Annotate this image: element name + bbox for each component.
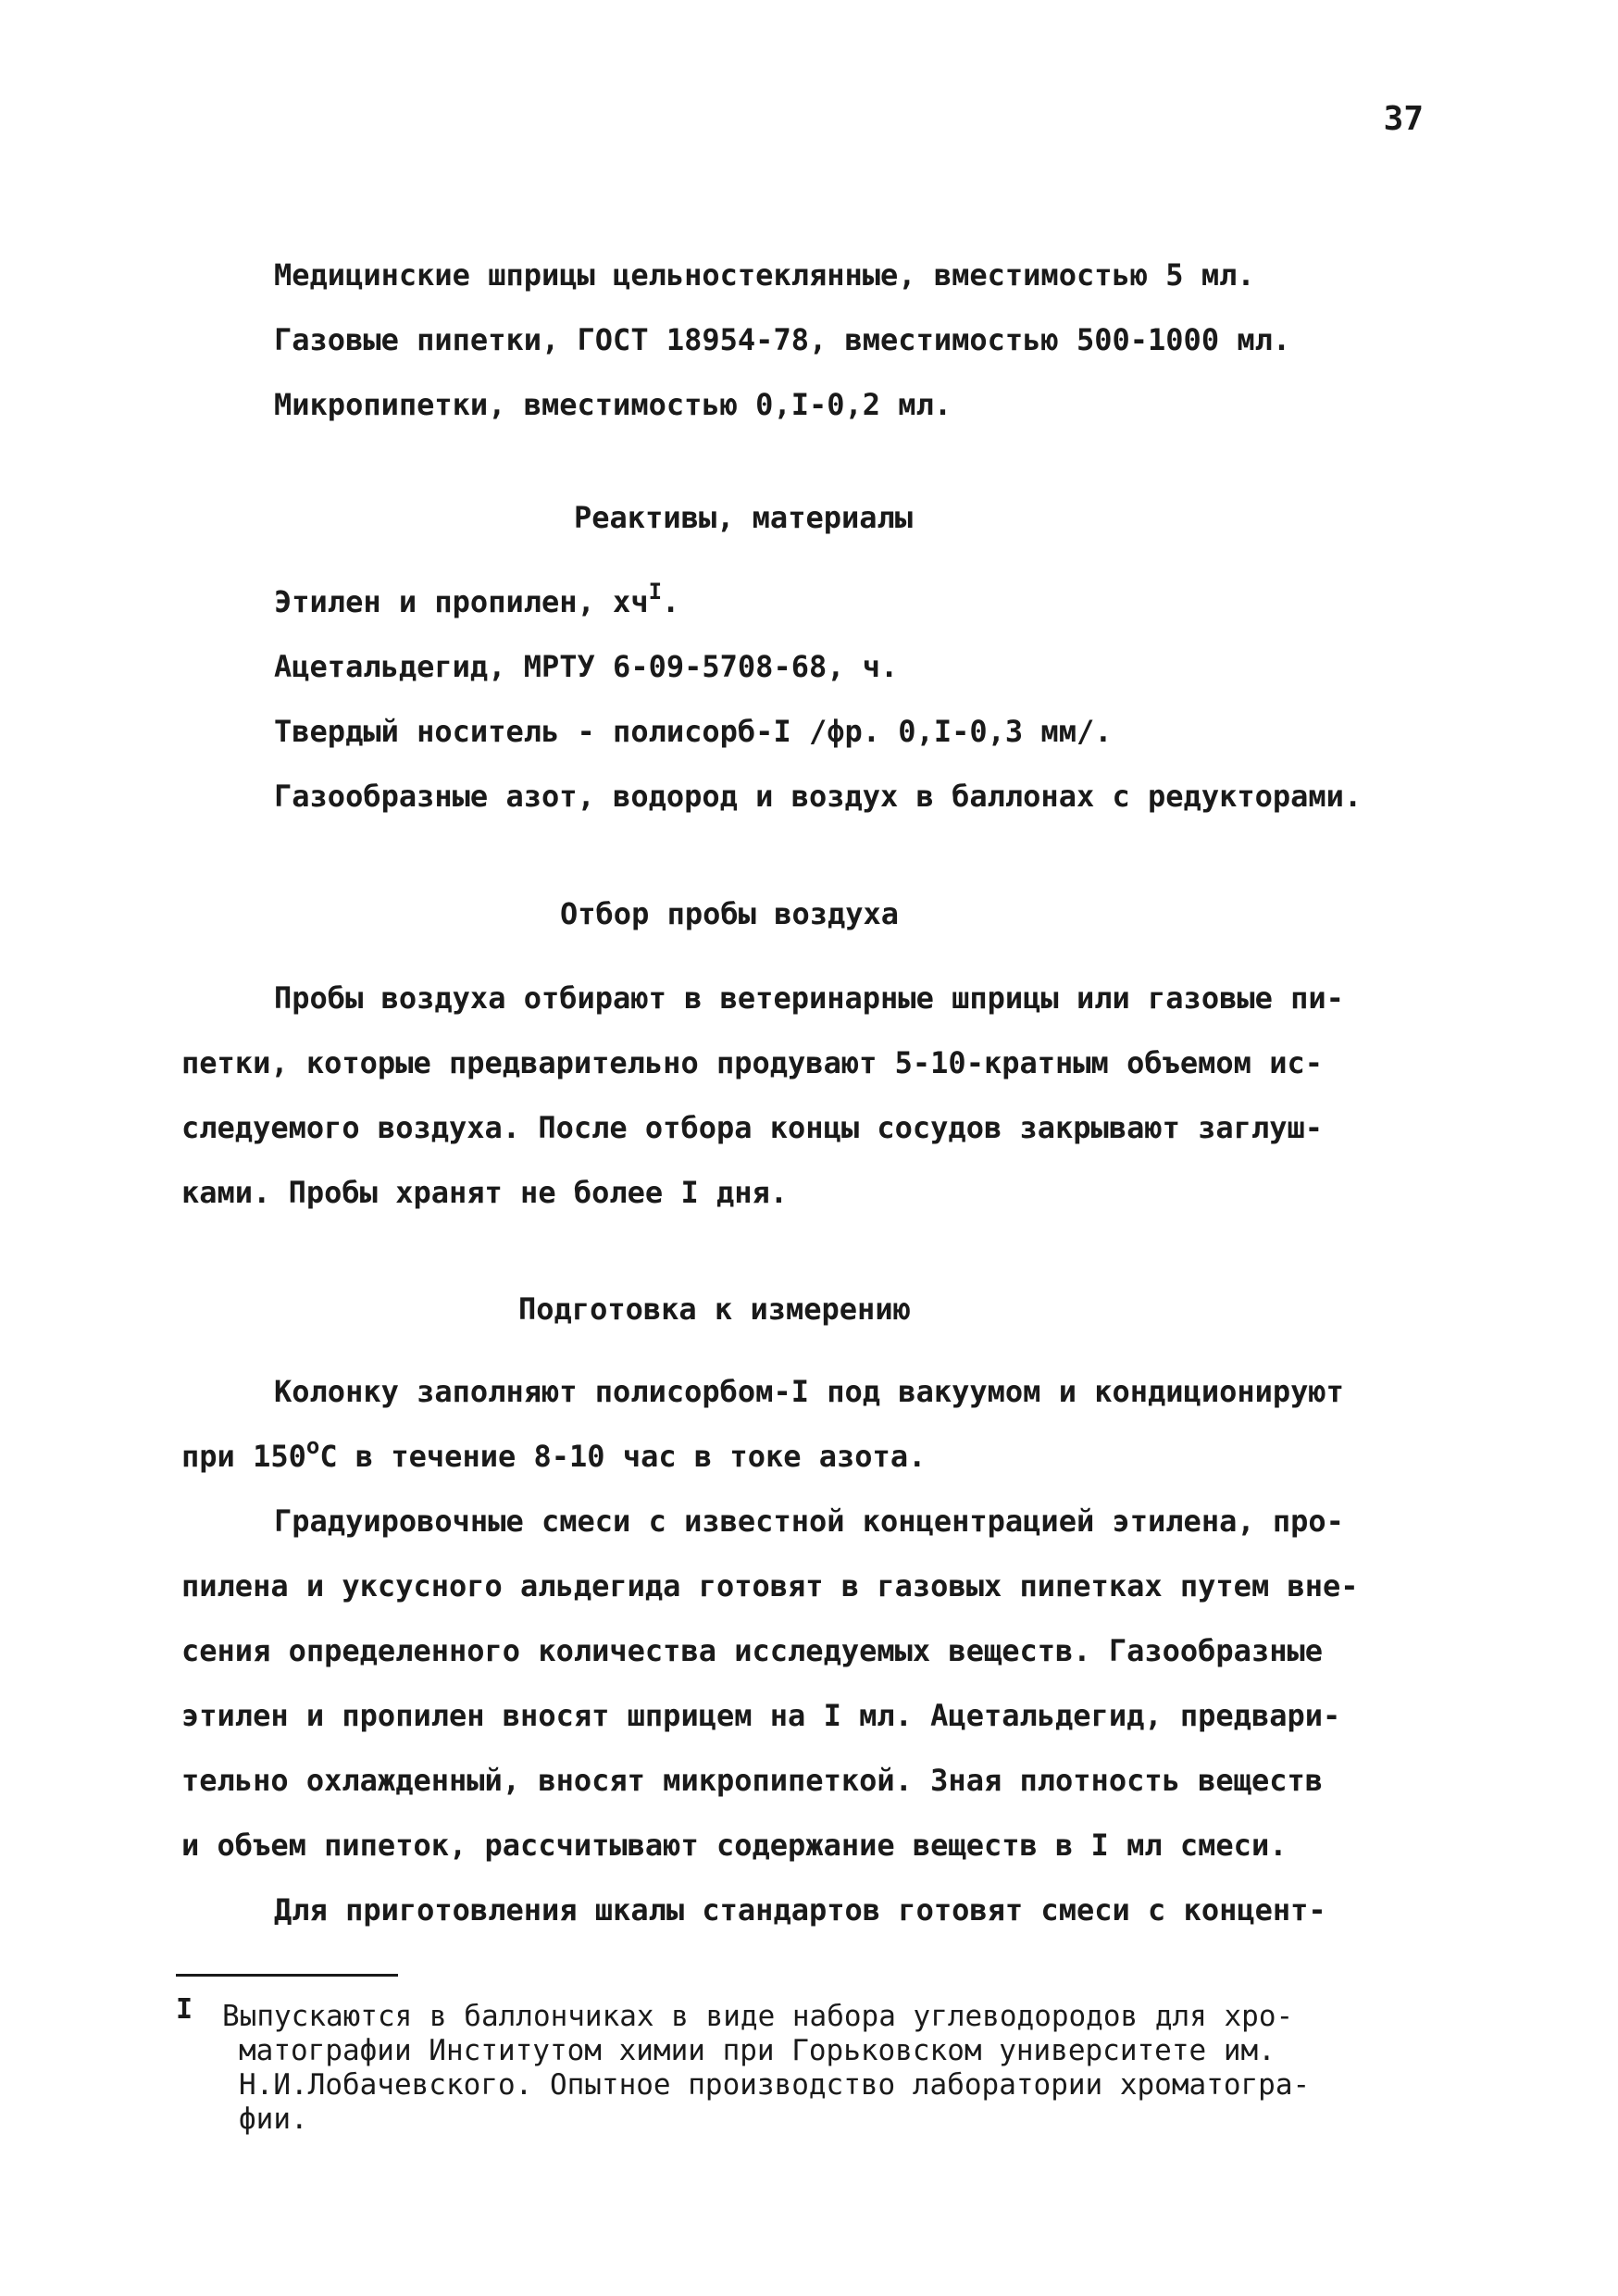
reagent-line: Газообразные азот, водород и воздух в баллонах с редукторами. (274, 779, 1363, 814)
reagents-list (274, 569, 1431, 829)
preparation-section (181, 1359, 1431, 1942)
paragraph-line: пилена и уксусного альдегида готовят в газовых пипетках путем вне- (181, 1568, 1359, 1603)
paragraph-line: следуемого воздуха. После отбора концы сосудов закрывают заглуш- (181, 1110, 1323, 1145)
reagent-line: Этилен и пропилен, $хч^I$. (274, 579, 680, 619)
footnote-line: матографии Институтом химии при Горьковском университете им. (239, 2034, 1276, 2067)
equipment-line: Микропипетки, вместимостью 0,I-0,2 мл. (274, 387, 952, 422)
page-number: 37 (1383, 100, 1424, 138)
preparation-heading: Подготовка к измерению (518, 1292, 911, 1327)
equipment-line: Газовые пипетки, ГОСТ 18954-78, вместимостью 500-1000 мл. (274, 322, 1291, 357)
paragraph-line: Пробы воздуха отбирают в ветеринарные шприцы или газовые пи- (274, 980, 1344, 1016)
footnote-line: фии. (239, 2103, 308, 2136)
paragraph-line: при $150^оС$ в течение 8-10 час в токе азота. (181, 1433, 927, 1474)
footnote (176, 1993, 1472, 2137)
footnote-marker: I (176, 1993, 193, 2026)
footnote-divider (176, 1974, 398, 1977)
equipment-line: Медицинские шприцы цельностеклянные, вместимостью 5 мл. (274, 257, 1255, 293)
sampling-heading: Отбор пробы воздуха (560, 896, 900, 931)
equipment-list (274, 243, 1431, 437)
reagent-line: Ацетальдегид, МРТУ 6-09-5708-68, ч. (274, 649, 899, 684)
paragraph-line: ками. Пробы хранят не более I дня. (181, 1175, 789, 1210)
footnote-line: Н.И.Лобачевского. Опытное производство лаборатории хроматогра- (239, 2068, 1311, 2102)
paragraph-line: и объем пипеток, рассчитывают содержание веществ в I мл смеси. (181, 1828, 1288, 1863)
reagents-heading: Реактивы, материалы (574, 500, 914, 535)
paragraph-line: Градуировочные смеси с известной концентрацией этилена, про- (274, 1504, 1344, 1539)
sampling-paragraph (181, 966, 1431, 1225)
paragraph-line: Колонку заполняют полисорбом-I под вакуумом и кондиционируют (274, 1374, 1344, 1409)
paragraph-line: тельно охлажденный, вносят микропипеткой. Зная плотность веществ (181, 1763, 1323, 1798)
paragraph-line: этилен и пропилен вносят шприцем на I мл. Ацетальдегид, предвари- (181, 1698, 1341, 1733)
reagent-line: Твердый носитель - полисорб-I /фр. 0,I-0,3 мм/. (274, 714, 1113, 749)
paragraph-line: петки, которые предварительно продувают 5-10-кратным объемом ис- (181, 1045, 1323, 1080)
footnote-line: Выпускаются в баллончиках в виде набора углеводородов для хро- (222, 2000, 1294, 2033)
paragraph-line: сения определенного количества исследуемых веществ. Газообразные (181, 1633, 1323, 1668)
footnote-ref: I (648, 579, 663, 605)
paragraph-line: Для приготовления шкалы стандартов готовят смеси с концент- (274, 1892, 1326, 1928)
